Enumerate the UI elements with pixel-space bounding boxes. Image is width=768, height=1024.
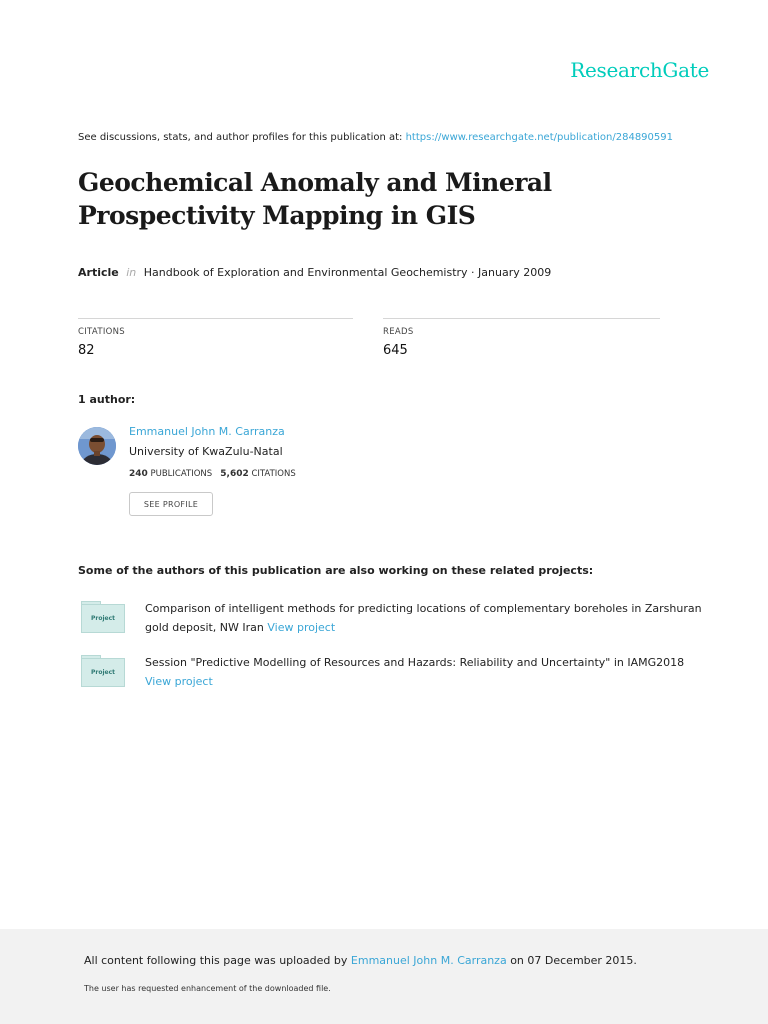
publication-type: Article xyxy=(78,266,119,279)
project-description xyxy=(145,653,705,691)
author-photo-icon xyxy=(78,427,116,465)
author-citations-count: 5,602 xyxy=(220,469,249,479)
publication-title: Geochemical Anomaly and Mineral Prospectivity Mapping in GIS xyxy=(78,168,552,230)
in-word: in xyxy=(126,266,137,279)
author-publications-count: 240 xyxy=(129,469,148,479)
intro-line xyxy=(78,132,673,143)
intro-text: See discussions, stats, and author profiles for this publication at: xyxy=(78,132,406,143)
see-profile-button[interactable]: SEE PROFILE xyxy=(129,492,213,516)
project-description xyxy=(145,599,705,637)
author-name-link[interactable]: Emmanuel John M. Carranza xyxy=(129,425,285,438)
author-avatar[interactable] xyxy=(78,427,116,465)
folder-label: Project xyxy=(90,669,116,676)
project-folder-icon[interactable] xyxy=(81,601,125,633)
author-citations-label: CITATIONS xyxy=(251,469,296,479)
publication-meta xyxy=(78,266,551,279)
researchgate-logo[interactable]: ResearchGate xyxy=(570,58,709,82)
authors-heading: 1 author: xyxy=(78,393,136,406)
upload-info xyxy=(84,954,637,967)
upload-prefix: All content following this page was uploaded by xyxy=(84,954,351,967)
upload-footer xyxy=(0,929,768,1024)
project-title: Comparison of intelligent methods for predicting locations of complementary boreholes in Zarshuran gold deposit, NW Iran xyxy=(145,602,702,634)
author-publications-label: PUBLICATIONS xyxy=(150,469,213,479)
citations-label: CITATIONS xyxy=(78,327,125,337)
project-folder-icon[interactable] xyxy=(81,655,125,687)
reads-value: 645 xyxy=(383,343,408,358)
reads-divider xyxy=(383,318,660,319)
reads-label: READS xyxy=(383,327,414,337)
upload-suffix: on 07 December 2015. xyxy=(506,954,637,967)
project-title: Session "Predictive Modelling of Resources and Hazards: Reliability and Uncertainty" in IAMG2018 xyxy=(145,656,685,669)
uploader-link[interactable]: Emmanuel John M. Carranza xyxy=(350,954,507,967)
citations-value: 82 xyxy=(78,343,95,358)
view-project-link[interactable]: View project xyxy=(267,621,336,634)
publication-source: Handbook of Exploration and Environmental Geochemistry · January 2009 xyxy=(143,266,552,279)
related-projects-heading: Some of the authors of this publication are also working on these related projects: xyxy=(78,564,594,577)
folder-label: Project xyxy=(90,615,116,622)
citations-divider xyxy=(78,318,353,319)
view-project-link[interactable]: View project xyxy=(145,675,213,688)
publication-url-link[interactable]: https://www.researchgate.net/publication/284890591 xyxy=(405,132,673,143)
enhancement-note: The user has requested enhancement of the downloaded file. xyxy=(84,984,331,993)
author-institution: University of KwaZulu-Natal xyxy=(129,445,283,458)
author-stats xyxy=(129,469,296,479)
